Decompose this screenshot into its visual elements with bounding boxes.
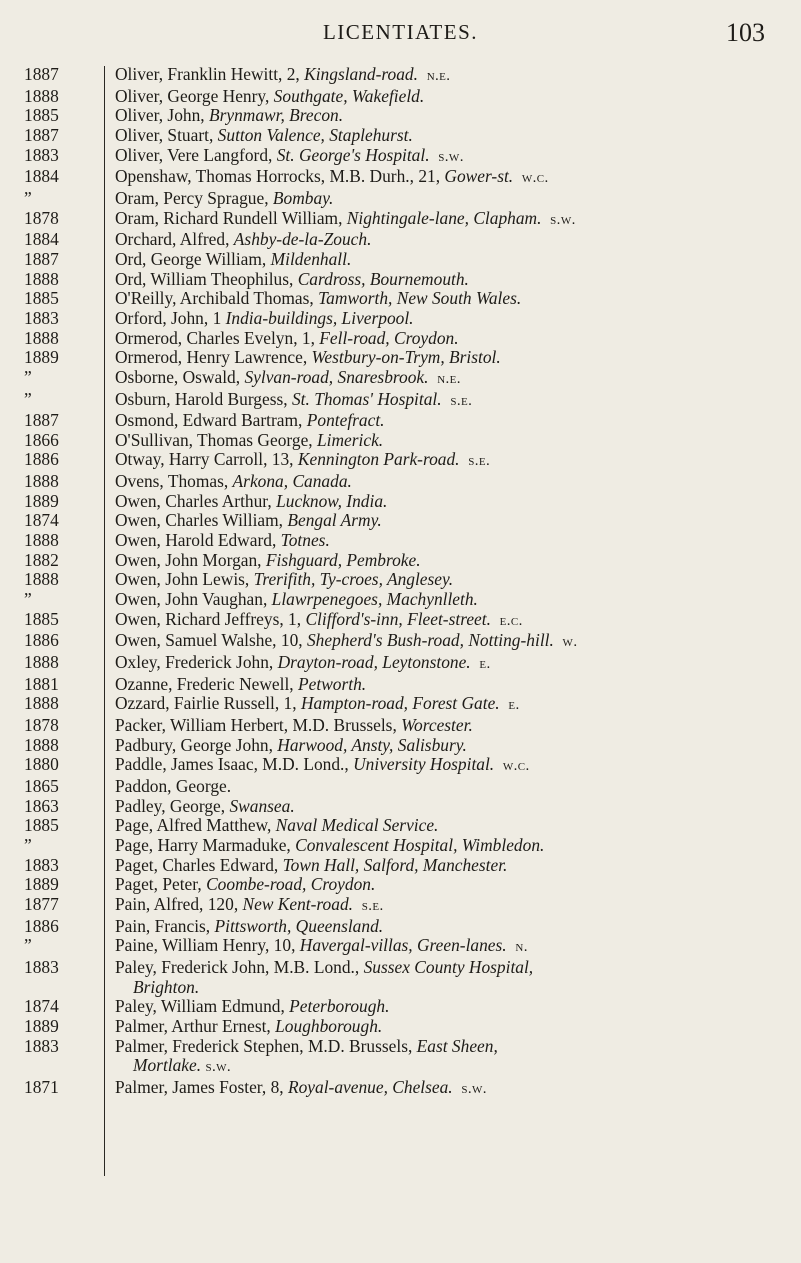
- entry-district: n.: [515, 939, 528, 956]
- entry-name: Pain, Francis,: [115, 915, 215, 936]
- entry-name: Osborne, Oswald,: [115, 366, 245, 387]
- entry-text: [115, 755, 773, 777]
- entry-text: [115, 716, 773, 736]
- entry-address: Loughborough.: [275, 1015, 383, 1036]
- entry-text: [115, 958, 773, 978]
- entry-address: Petworth.: [298, 673, 367, 694]
- entry-year: 1887: [24, 124, 59, 145]
- entry-year: 1871: [24, 1076, 59, 1097]
- entry-address: St. George's Hospital.: [276, 144, 430, 165]
- list-item: [0, 777, 801, 797]
- entry-year: 1866: [24, 429, 59, 450]
- list-item: [0, 431, 801, 451]
- entry-address: Kennington Park-road.: [297, 449, 460, 470]
- list-item: [0, 411, 801, 431]
- list-item: [0, 816, 801, 836]
- entry-district: e.c.: [499, 612, 523, 629]
- list-item: [0, 209, 801, 231]
- entry-address: Gower-st.: [444, 166, 514, 187]
- list-item: [0, 917, 801, 937]
- entry-name: Padbury, George John,: [115, 734, 278, 755]
- entry-year: 1874: [24, 996, 59, 1017]
- entry-address: University Hospital.: [353, 754, 495, 775]
- entry-year: ”: [24, 589, 32, 610]
- entry-text: [115, 675, 773, 695]
- list-item: [0, 694, 801, 716]
- entry-address: Fell-road, Croydon.: [319, 327, 459, 348]
- entry-year: 1878: [24, 715, 59, 735]
- list-item: [0, 472, 801, 492]
- entry-text: [115, 1017, 773, 1037]
- entry-year: 1886: [24, 630, 59, 651]
- list-item: [0, 631, 801, 653]
- entry-name: Oram, Percy Sprague,: [115, 187, 273, 208]
- entry-district: s.e.: [468, 453, 491, 470]
- entry-district: s.e.: [361, 897, 384, 914]
- entry-name: Osburn, Harold Burgess,: [115, 388, 292, 409]
- entry-year: 1865: [24, 775, 59, 796]
- entry-year: 1883: [24, 307, 59, 328]
- entry-year: 1882: [24, 549, 59, 570]
- list-item: [0, 875, 801, 895]
- list-item: [0, 270, 801, 290]
- entry-district: w.c.: [502, 758, 530, 775]
- entry-address: Harwood, Ansty, Salisbury.: [277, 734, 467, 755]
- list-item: [0, 289, 801, 309]
- entry-address-continued: Mortlake.: [133, 1055, 202, 1076]
- entry-text: [115, 209, 773, 231]
- entry-text: [115, 411, 773, 431]
- list-item: [0, 511, 801, 531]
- entry-text: [115, 610, 773, 632]
- entry-text: [115, 189, 773, 209]
- entry-year: ”: [24, 388, 32, 409]
- entry-name: Paddle, James Isaac, M.D. Lond.,: [115, 754, 354, 775]
- entry-text: [115, 631, 773, 653]
- entry-address: Drayton-road, Leytonstone.: [277, 652, 471, 673]
- entry-text: [115, 875, 773, 895]
- entry-address: Trerifith, Ty-croes, Anglesey.: [253, 569, 454, 590]
- entry-text: [115, 836, 773, 856]
- entry-year: 1874: [24, 510, 59, 531]
- entry-year: 1885: [24, 105, 59, 126]
- entry-year: 1888: [24, 652, 59, 673]
- entry-year: ”: [24, 187, 32, 208]
- licentiates-list: [0, 65, 801, 1099]
- entry-address: Bombay.: [272, 187, 334, 208]
- entry-text: [115, 511, 773, 531]
- entry-year: 1887: [24, 410, 59, 431]
- entry-text: [115, 348, 773, 368]
- entry-name: Owen, John Vaughan,: [115, 589, 272, 610]
- entry-text: [115, 250, 773, 270]
- entry-name: Orchard, Alfred,: [115, 229, 234, 250]
- entry-address: Hampton-road, Forest Gate.: [300, 693, 500, 714]
- entry-text: [115, 917, 773, 937]
- entry-text: [115, 126, 773, 146]
- entry-text: [115, 1037, 773, 1057]
- list-item: [0, 797, 801, 817]
- entry-continuation: [115, 978, 773, 998]
- entry-district: e.: [508, 697, 520, 714]
- entry-address: New Kent-road.: [242, 893, 353, 914]
- entry-text: [115, 146, 773, 168]
- entry-year: 1889: [24, 347, 59, 368]
- entry-text: [115, 694, 773, 716]
- entry-year: 1888: [24, 734, 59, 755]
- entry-text: [115, 368, 773, 390]
- entry-year: ”: [24, 366, 32, 387]
- entry-year: 1888: [24, 693, 59, 714]
- entry-name: O'Sullivan, Thomas George,: [115, 429, 317, 450]
- entry-name: Oxley, Frederick John,: [115, 652, 278, 673]
- list-item: [0, 958, 801, 997]
- entry-address: Bengal Army.: [287, 510, 382, 531]
- entry-name: Oliver, Vere Langford,: [115, 144, 277, 165]
- running-title: LICENTIATES.: [322, 20, 479, 44]
- entry-text: [115, 816, 773, 836]
- entry-year: 1878: [24, 207, 59, 228]
- entry-name: O'Reilly, Archibald Thomas,: [115, 288, 319, 309]
- entry-text: [115, 777, 773, 797]
- entry-year: 1888: [24, 530, 59, 551]
- entry-address: Havergal-villas, Green-lanes.: [299, 935, 507, 956]
- entry-year: 1888: [24, 569, 59, 590]
- entry-name: Owen, John Morgan,: [115, 549, 266, 570]
- list-item: [0, 348, 801, 368]
- entry-text: [115, 431, 773, 451]
- entry-address: Ashby-de-la-Zouch.: [233, 229, 372, 250]
- page-header: [0, 18, 801, 58]
- entry-name: Paget, Peter,: [115, 874, 207, 895]
- entry-name: Owen, Richard Jeffreys, 1,: [115, 608, 306, 629]
- list-item: [0, 329, 801, 349]
- entry-text: [115, 736, 773, 756]
- entry-year: 1885: [24, 815, 59, 836]
- entry-district: s.w.: [550, 211, 576, 228]
- entry-address: Mildenhall.: [270, 248, 352, 269]
- list-item: [0, 836, 801, 856]
- entry-year: 1889: [24, 874, 59, 895]
- entry-name: Palmer, Frederick Stephen, M.D. Brussels,: [115, 1035, 417, 1056]
- entry-text: [115, 492, 773, 512]
- entry-year: 1888: [24, 471, 59, 492]
- entry-year: 1889: [24, 490, 59, 511]
- entry-address: Naval Medical Service.: [275, 815, 439, 836]
- list-item: [0, 492, 801, 512]
- entry-text: [115, 936, 773, 958]
- entry-text: [115, 1078, 773, 1100]
- entry-year: ”: [24, 834, 32, 855]
- list-item: [0, 1017, 801, 1037]
- entry-name: Paget, Charles Edward,: [115, 854, 283, 875]
- list-item: [0, 570, 801, 590]
- entry-address: Swansea.: [229, 795, 295, 816]
- entry-year: 1863: [24, 795, 59, 816]
- entry-name: Paley, William Edmund,: [115, 996, 290, 1017]
- entry-name: Owen, Charles William,: [115, 510, 288, 531]
- entry-address: Worcester.: [401, 715, 473, 735]
- list-item: [0, 106, 801, 126]
- entry-name: Paine, William Henry, 10,: [115, 935, 300, 956]
- list-item: [0, 716, 801, 736]
- entry-address-continued: Brighton.: [133, 976, 200, 997]
- entry-address: Shepherd's Bush-road, Notting-hill.: [306, 630, 554, 651]
- entry-name: Orford, John, 1: [115, 307, 226, 328]
- list-item: [0, 87, 801, 107]
- list-item: [0, 189, 801, 209]
- entry-address: Lucknow, India.: [276, 490, 388, 511]
- entry-address: Tamworth, New South Wales.: [318, 288, 522, 309]
- entry-address: Sutton Valence, Staplehurst.: [217, 124, 413, 145]
- list-item: [0, 390, 801, 412]
- entry-text: [115, 997, 773, 1017]
- entry-continuation: [115, 1056, 773, 1078]
- entry-name: Paley, Frederick John, M.B. Lond.,: [115, 956, 364, 977]
- entry-text: [115, 390, 773, 412]
- entry-name: Ozanne, Frederic Newell,: [115, 673, 299, 694]
- entry-year: 1884: [24, 229, 59, 250]
- entry-year: 1883: [24, 144, 59, 165]
- entry-name: Openshaw, Thomas Horrocks, M.B. Durh., 21,: [115, 166, 445, 187]
- list-item: [0, 126, 801, 146]
- entry-text: [115, 570, 773, 590]
- entry-name: Oliver, George Henry,: [115, 85, 274, 106]
- entry-year: 1885: [24, 608, 59, 629]
- entry-text: [115, 856, 773, 876]
- list-item: [0, 675, 801, 695]
- entry-district: s.w.: [205, 1059, 232, 1076]
- entry-name: Ormerod, Charles Evelyn, 1,: [115, 327, 320, 348]
- entry-name: Pain, Alfred, 120,: [115, 893, 243, 914]
- list-item: [0, 368, 801, 390]
- entry-name: Paddon, George.: [115, 775, 232, 796]
- entry-name: Owen, Samuel Walshe, 10,: [115, 630, 307, 651]
- entry-text: [115, 531, 773, 551]
- entry-address: Peterborough.: [289, 996, 390, 1017]
- entry-district: s.w.: [438, 148, 464, 165]
- entry-address: Coombe-road, Croydon.: [206, 874, 376, 895]
- entry-text: [115, 472, 773, 492]
- entry-name: Owen, Harold Edward,: [115, 530, 281, 551]
- list-item: [0, 250, 801, 270]
- list-item: [0, 590, 801, 610]
- entry-year: 1888: [24, 85, 59, 106]
- entry-name: Ord, George William,: [115, 248, 271, 269]
- entry-text: [115, 87, 773, 107]
- entry-text: [115, 895, 773, 917]
- entry-name: Ord, William Theophilus,: [115, 268, 298, 289]
- list-item: [0, 65, 801, 87]
- entry-year: 1883: [24, 956, 59, 977]
- entry-district: n.e.: [426, 68, 451, 84]
- list-item: [0, 610, 801, 632]
- entry-year: 1888: [24, 327, 59, 348]
- entry-text: [115, 797, 773, 817]
- entry-year: 1887: [24, 248, 59, 269]
- entry-address: Sylvan-road, Snaresbrook.: [244, 366, 429, 387]
- entry-year: 1880: [24, 754, 59, 775]
- entry-address: Kingsland-road.: [304, 64, 418, 84]
- entry-address: St. Thomas' Hospital.: [291, 388, 442, 409]
- entry-text: [115, 590, 773, 610]
- entry-text: [115, 167, 773, 189]
- entry-district: s.w.: [461, 1080, 487, 1097]
- entry-year: 1885: [24, 288, 59, 309]
- entry-name: Palmer, James Foster, 8,: [115, 1076, 288, 1097]
- entry-text: [115, 450, 773, 472]
- entry-address: Llawrpenegoes, Machynlleth.: [271, 589, 478, 610]
- entry-address: Royal-avenue, Chelsea.: [287, 1076, 453, 1097]
- entry-name: Palmer, Arthur Ernest,: [115, 1015, 276, 1036]
- entry-address: Pontefract.: [306, 410, 385, 431]
- entry-text: [115, 329, 773, 349]
- entry-year: 1886: [24, 915, 59, 936]
- list-item: [0, 936, 801, 958]
- list-item: [0, 551, 801, 571]
- entry-address: Limerick.: [316, 429, 384, 450]
- entry-year: 1887: [24, 64, 59, 84]
- page-number: 103: [726, 18, 765, 47]
- list-item: [0, 736, 801, 756]
- entry-district: n.e.: [437, 370, 461, 387]
- list-item: [0, 167, 801, 189]
- entry-address: East Sheen,: [416, 1035, 498, 1056]
- entry-address: Clifford's-inn, Fleet-street.: [305, 608, 491, 629]
- entry-text: [115, 551, 773, 571]
- entry-address: Fishguard, Pembroke.: [265, 549, 421, 570]
- entry-address: Sussex County Hospital,: [363, 956, 534, 977]
- list-item: [0, 997, 801, 1017]
- entry-name: Page, Harry Marmaduke,: [115, 834, 296, 855]
- entry-district: e.: [479, 656, 491, 673]
- entry-district: w.: [562, 634, 578, 651]
- entry-year: 1883: [24, 1035, 59, 1056]
- entry-address: Arkona, Canada.: [232, 471, 352, 492]
- entry-address: Nightingale-lane, Clapham.: [346, 207, 542, 228]
- list-item: [0, 531, 801, 551]
- entry-address: Totnes.: [280, 530, 330, 551]
- list-item: [0, 230, 801, 250]
- entry-text: [115, 309, 773, 329]
- entry-year: 1884: [24, 166, 59, 187]
- entry-name: Ozzard, Fairlie Russell, 1,: [115, 693, 301, 714]
- entry-name: Oram, Richard Rundell William,: [115, 207, 347, 228]
- list-item: [0, 146, 801, 168]
- list-item: [0, 755, 801, 777]
- entry-year: 1886: [24, 449, 59, 470]
- entry-text: [115, 106, 773, 126]
- entry-year: ”: [24, 935, 32, 956]
- entry-name: Padley, George,: [115, 795, 230, 816]
- entry-address: Town Hall, Salford, Manchester.: [282, 854, 508, 875]
- entry-name: Page, Alfred Matthew,: [115, 815, 276, 836]
- entry-text: [115, 270, 773, 290]
- list-item: [0, 309, 801, 329]
- entry-year: 1883: [24, 854, 59, 875]
- entry-name: Packer, William Herbert, M.D. Brussels,: [115, 715, 402, 735]
- entry-text: [115, 289, 773, 309]
- list-item: [0, 1037, 801, 1078]
- list-item: [0, 450, 801, 472]
- entry-address: Brynmawr, Brecon.: [208, 105, 344, 126]
- entry-name: Oliver, Stuart,: [115, 124, 218, 145]
- list-item: [0, 1078, 801, 1100]
- entry-name: Owen, John Lewis,: [115, 569, 254, 590]
- entry-address: Convalescent Hospital, Wimbledon.: [295, 834, 545, 855]
- entry-address: India-buildings, Liverpool.: [225, 307, 414, 328]
- entry-name: Osmond, Edward Bartram,: [115, 410, 307, 431]
- entry-text: [115, 65, 773, 87]
- entry-district: s.e.: [450, 392, 473, 409]
- entry-text: [115, 230, 773, 250]
- entry-text: [115, 653, 773, 675]
- entry-year: 1888: [24, 268, 59, 289]
- entry-name: Otway, Harry Carroll, 13,: [115, 449, 298, 470]
- entry-address: Southgate, Wakefield.: [273, 85, 425, 106]
- entry-district: w.c.: [521, 170, 549, 187]
- entry-year: 1881: [24, 673, 59, 694]
- entry-name: Ormerod, Henry Lawrence,: [115, 347, 312, 368]
- list-item: [0, 653, 801, 675]
- entry-address: Cardross, Bournemouth.: [297, 268, 469, 289]
- entry-name: Oliver, Franklin Hewitt, 2,: [115, 64, 305, 84]
- entry-address: Pittsworth, Queensland.: [214, 915, 384, 936]
- list-item: [0, 856, 801, 876]
- entry-address: Westbury-on-Trym, Bristol.: [311, 347, 501, 368]
- entry-name: Ovens, Thomas,: [115, 471, 233, 492]
- entry-year: 1877: [24, 893, 59, 914]
- entry-year: 1889: [24, 1015, 59, 1036]
- entry-name: Oliver, John,: [115, 105, 209, 126]
- entry-name: Owen, Charles Arthur,: [115, 490, 277, 511]
- list-item: [0, 895, 801, 917]
